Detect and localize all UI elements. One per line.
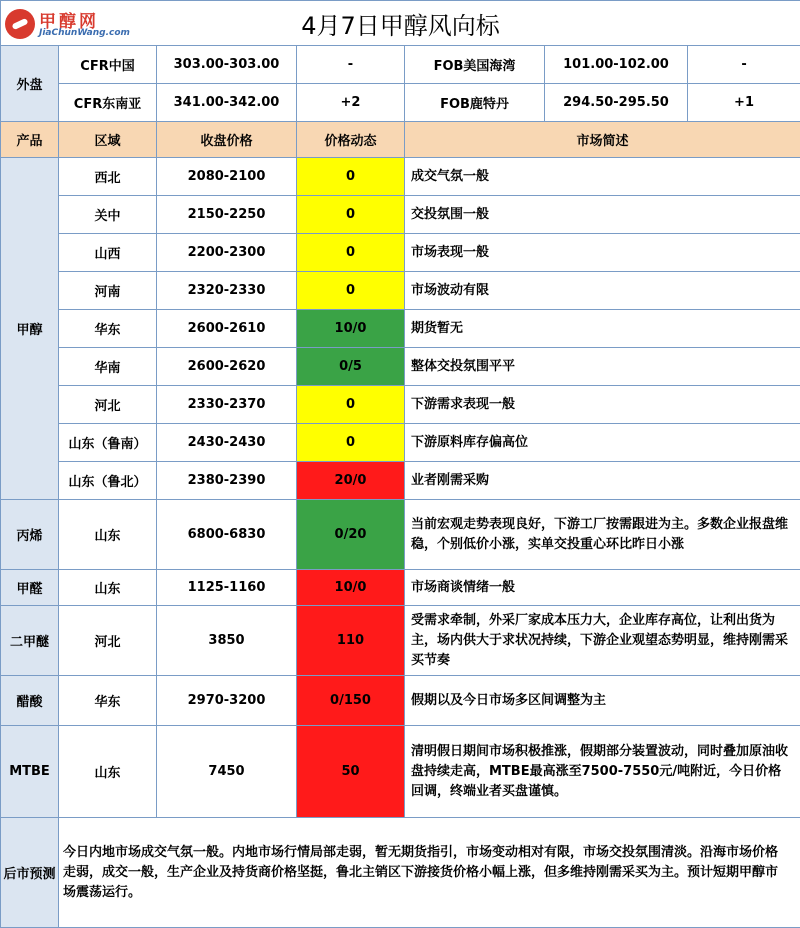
outer-price: 303.00-303.00	[157, 46, 297, 84]
product-label: 醋酸	[1, 676, 59, 726]
region-cell: 河北	[59, 386, 157, 424]
summary-cell: 交投氛围一般	[405, 196, 800, 234]
change-cell: 50	[297, 726, 405, 818]
summary-cell: 期货暂无	[405, 310, 800, 348]
product-label: 丙烯	[1, 500, 59, 570]
logo-en-text: JiaChunWang.com	[39, 28, 130, 38]
summary-cell: 下游需求表现一般	[405, 386, 800, 424]
methanol-row	[1, 272, 800, 310]
summary-cell: 假期以及今日市场多区间调整为主	[405, 676, 800, 726]
header-price: 收盘价格	[157, 122, 297, 158]
change-cell: 0	[297, 196, 405, 234]
change-cell: 0/150	[297, 676, 405, 726]
summary-cell: 市场表现一般	[405, 234, 800, 272]
methanol-row	[1, 424, 800, 462]
summary-cell: 成交气氛一般	[405, 158, 800, 196]
header-region: 区域	[59, 122, 157, 158]
change-cell: 110	[297, 606, 405, 676]
change-cell: 0	[297, 272, 405, 310]
summary-cell: 下游原料库存偏高位	[405, 424, 800, 462]
outer-name: CFR东南亚	[59, 84, 157, 122]
methanol-row	[1, 234, 800, 272]
outer-change: +2	[297, 84, 405, 122]
change-cell: 0/5	[297, 348, 405, 386]
product-row	[1, 726, 800, 818]
title-row	[1, 1, 800, 46]
price-cell: 2200-2300	[157, 234, 297, 272]
price-cell: 2970-3200	[157, 676, 297, 726]
price-cell: 6800-6830	[157, 500, 297, 570]
product-row	[1, 570, 800, 606]
site-logo	[5, 7, 117, 41]
price-cell: 2430-2430	[157, 424, 297, 462]
region-cell: 山东	[59, 570, 157, 606]
methanol-row	[1, 386, 800, 424]
outer-label: 外盘	[1, 46, 59, 122]
region-cell: 山东（鲁南）	[59, 424, 157, 462]
price-cell: 2600-2620	[157, 348, 297, 386]
change-cell: 0	[297, 158, 405, 196]
change-cell: 0	[297, 386, 405, 424]
region-cell: 河南	[59, 272, 157, 310]
outer-change: -	[297, 46, 405, 84]
region-cell: 山东（鲁北）	[59, 462, 157, 500]
change-cell: 0/20	[297, 500, 405, 570]
summary-cell: 当前宏观走势表现良好，下游工厂按需跟进为主。多数企业报盘维稳，个别低价小涨，实单交投重心环比昨日小涨	[405, 500, 800, 570]
price-cell: 2150-2250	[157, 196, 297, 234]
change-cell: 20/0	[297, 462, 405, 500]
methanol-row	[1, 196, 800, 234]
outer-name: FOB美国海湾	[405, 46, 545, 84]
price-cell: 1125-1160	[157, 570, 297, 606]
product-row	[1, 676, 800, 726]
summary-cell: 受需求牵制，外采厂家成本压力大，企业库存高位，让利出货为主，场内供大于求状况持续，下游企业观望态势明显，维持刚需采买节奏	[405, 606, 800, 676]
change-cell: 10/0	[297, 310, 405, 348]
product-label: 甲醛	[1, 570, 59, 606]
methanol-row	[1, 158, 800, 196]
forecast-text: 今日内地市场成交气氛一般。内地市场行情局部走弱，暂无期货指引，市场变动相对有限，市场交投氛围清淡。沿海市场价格走弱，成交一般，生产企业及持货商价格坚挺，鲁北主销区下游接货价格小幅上涨，但多维持刚需采买为主。预计短期甲醇市场震荡运行。	[59, 818, 800, 928]
methanol-row	[1, 462, 800, 500]
region-cell: 河北	[59, 606, 157, 676]
region-cell: 华南	[59, 348, 157, 386]
price-cell: 2380-2390	[157, 462, 297, 500]
outer-price: 101.00-102.00	[545, 46, 688, 84]
summary-cell: 业者刚需采购	[405, 462, 800, 500]
change-cell: 10/0	[297, 570, 405, 606]
price-cell: 7450	[157, 726, 297, 818]
price-cell: 2320-2330	[157, 272, 297, 310]
region-cell: 华东	[59, 676, 157, 726]
logo-cn-text: 甲醇网	[39, 7, 99, 32]
summary-cell: 市场商谈情绪一般	[405, 570, 800, 606]
region-cell: 山东	[59, 500, 157, 570]
product-label: MTBE	[1, 726, 59, 818]
price-cell: 3850	[157, 606, 297, 676]
price-cell: 2330-2370	[157, 386, 297, 424]
methanol-row	[1, 310, 800, 348]
outer-price: 294.50-295.50	[545, 84, 688, 122]
region-cell: 关中	[59, 196, 157, 234]
forecast-label: 后市预测	[1, 818, 59, 928]
price-cell: 2600-2610	[157, 310, 297, 348]
outer-name: FOB鹿特丹	[405, 84, 545, 122]
header-summary: 市场简述	[405, 122, 800, 158]
outer-price: 341.00-342.00	[157, 84, 297, 122]
product-label: 甲醇	[1, 158, 59, 500]
methanol-row	[1, 348, 800, 386]
outer-name: CFR中国	[59, 46, 157, 84]
change-cell: 0	[297, 234, 405, 272]
logo-mark-icon	[5, 9, 35, 39]
outer-change: -	[688, 46, 800, 84]
region-cell: 华东	[59, 310, 157, 348]
page-title: 4月7日甲醇风向标	[301, 12, 500, 40]
region-cell: 山西	[59, 234, 157, 272]
price-cell: 2080-2100	[157, 158, 297, 196]
product-row	[1, 500, 800, 570]
change-cell: 0	[297, 424, 405, 462]
region-cell: 西北	[59, 158, 157, 196]
region-cell: 山东	[59, 726, 157, 818]
header-change: 价格动态	[297, 122, 405, 158]
summary-cell: 清明假日期间市场积极推涨，假期部分装置波动，同时叠加原油收盘持续走高，MTBE最高涨至7500-7550元/吨附近，今日价格回调，终端业者买盘谨慎。	[405, 726, 800, 818]
outer-change: +1	[688, 84, 800, 122]
header-product: 产品	[1, 122, 59, 158]
summary-cell: 整体交投氛围平平	[405, 348, 800, 386]
product-label: 二甲醚	[1, 606, 59, 676]
summary-cell: 市场波动有限	[405, 272, 800, 310]
header-row	[1, 122, 800, 158]
product-row	[1, 606, 800, 676]
forecast-row	[1, 818, 800, 928]
